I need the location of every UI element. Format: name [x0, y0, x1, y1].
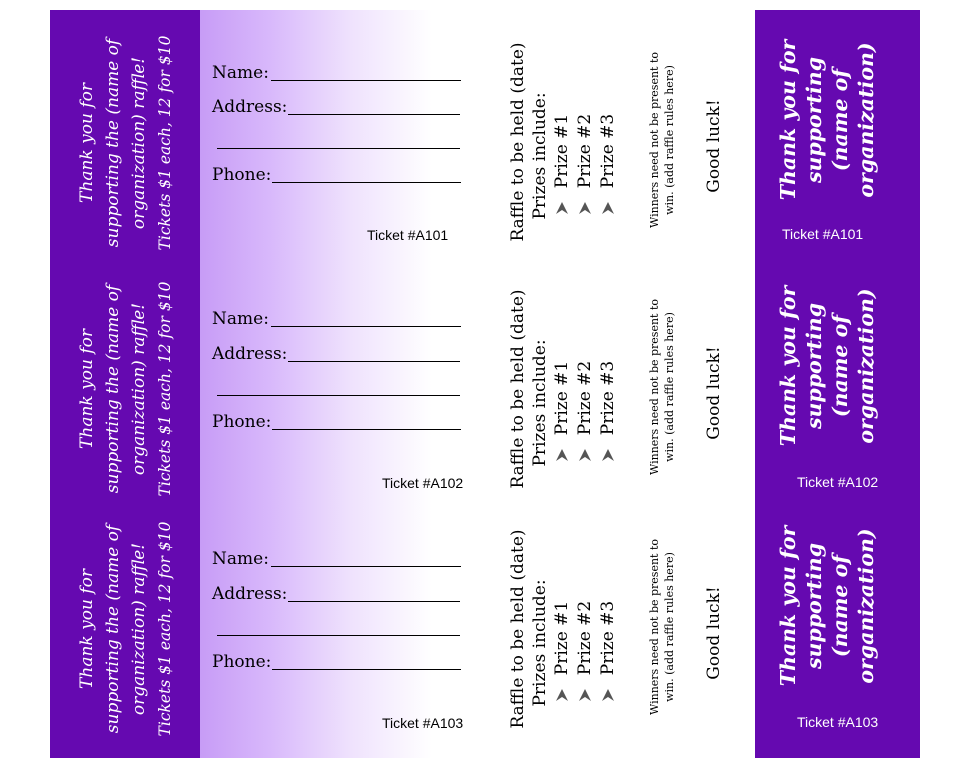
- raffle-rules: [647, 299, 677, 475]
- prizes-heading: Prizes include:: [530, 339, 550, 467]
- ticket-number: Ticket #A102: [382, 475, 464, 491]
- arrowhead-bullet-icon: [555, 201, 569, 215]
- stub-line: organization) raffle!: [129, 542, 149, 716]
- arrowhead-bullet-icon: [578, 688, 592, 702]
- thanks-line: organization): [854, 528, 878, 684]
- stub-line: Thank you for: [77, 329, 97, 449]
- stub-ticket-number: Ticket #A101: [782, 226, 864, 242]
- arrowhead-bullet-icon: [601, 201, 615, 215]
- arrowhead-bullet-icon: [601, 448, 615, 462]
- stub-message: [74, 36, 178, 251]
- ticket-number: Ticket #A103: [382, 715, 464, 731]
- rules-line: win. (add raffle rules here): [663, 65, 676, 215]
- stub-price-line: Tickets $1 each, 12 for $10: [156, 521, 174, 737]
- prize-item: Prize #2: [575, 113, 595, 189]
- stub-line: supporting the (name of: [103, 284, 123, 494]
- arrowhead-bullet-icon: [578, 201, 592, 215]
- raffle-date: Raffle to be held (date): [508, 42, 528, 242]
- rules-line: win. (add raffle rules here): [663, 552, 676, 702]
- ticket-number: Ticket #A101: [367, 227, 449, 243]
- raffle-info: [507, 289, 551, 488]
- stub-price-line: Tickets $1 each, 12 for $10: [156, 281, 174, 497]
- stub-message: [74, 522, 178, 737]
- address-field-line2[interactable]: [217, 395, 460, 396]
- prize-item: Prize #1: [552, 360, 572, 436]
- good-luck-text: Good luck!: [704, 586, 724, 680]
- raffle-date: Raffle to be held (date): [508, 289, 528, 489]
- phone-label: Phone:: [212, 652, 272, 672]
- prize-item: Prize #2: [575, 600, 595, 676]
- address-field[interactable]: [288, 114, 460, 115]
- stub-price-line: Tickets $1 each, 12 for $10: [156, 35, 174, 251]
- good-luck-text: Good luck!: [704, 346, 724, 440]
- thanks-line: (name of: [828, 68, 852, 172]
- stub-ticket-number: Ticket #A103: [797, 714, 879, 730]
- thanks-line: supporting: [802, 56, 826, 184]
- raffle-info: [507, 42, 551, 241]
- raffle-rules: [647, 539, 677, 715]
- address-label: Address:: [212, 344, 288, 364]
- thanks-line: (name of: [828, 314, 852, 418]
- thanks-line: Thank you for: [776, 285, 800, 447]
- thanks-line: Thank you for: [776, 525, 800, 687]
- good-luck-text: Good luck!: [704, 99, 724, 193]
- raffle-date: Raffle to be held (date): [508, 529, 528, 729]
- prize-item: Prize #1: [552, 600, 572, 676]
- rules-line: Winners need not be present to: [648, 298, 661, 476]
- prize-item: Prize #3: [598, 360, 618, 436]
- raffle-rules: [647, 52, 677, 228]
- phone-label: Phone:: [212, 412, 272, 432]
- rules-line: Winners need not be present to: [648, 538, 661, 716]
- stub-message: [74, 282, 178, 497]
- address-field-line2[interactable]: [217, 148, 460, 149]
- rules-line: Winners need not be present to: [648, 51, 661, 229]
- address-field[interactable]: [288, 601, 460, 602]
- thanks-line: organization): [854, 288, 878, 444]
- rules-line: win. (add raffle rules here): [663, 312, 676, 462]
- thanks-line: supporting: [802, 542, 826, 670]
- prize-item: Prize #1: [552, 113, 572, 189]
- arrowhead-bullet-icon: [578, 448, 592, 462]
- thanks-line: (name of: [828, 554, 852, 658]
- address-label: Address:: [212, 584, 288, 604]
- phone-field[interactable]: [272, 429, 461, 430]
- prize-item: Prize #3: [598, 600, 618, 676]
- stub-line: organization) raffle!: [129, 302, 149, 476]
- arrowhead-bullet-icon: [555, 448, 569, 462]
- name-label: Name:: [212, 549, 269, 569]
- thanks-line: Thank you for: [776, 39, 800, 201]
- stub-line: supporting the (name of: [103, 524, 123, 734]
- prize-item: Prize #3: [598, 113, 618, 189]
- prizes-heading: Prizes include:: [530, 92, 550, 220]
- thanks-line: supporting: [802, 302, 826, 430]
- thanks-line: organization): [854, 42, 878, 198]
- name-field[interactable]: [271, 80, 461, 81]
- name-label: Name:: [212, 63, 269, 83]
- arrowhead-bullet-icon: [601, 688, 615, 702]
- address-label: Address:: [212, 97, 288, 117]
- arrowhead-bullet-icon: [555, 688, 569, 702]
- stub-ticket-number: Ticket #A102: [797, 474, 879, 490]
- stub-line: organization) raffle!: [129, 56, 149, 230]
- form-gradient-panel: [200, 10, 432, 758]
- prizes-heading: Prizes include:: [530, 579, 550, 707]
- stub-line: Thank you for: [77, 569, 97, 689]
- phone-field[interactable]: [272, 182, 461, 183]
- prize-item: Prize #2: [575, 360, 595, 436]
- phone-label: Phone:: [212, 165, 272, 185]
- thanks-message: [775, 526, 879, 687]
- phone-field[interactable]: [272, 669, 461, 670]
- name-field[interactable]: [271, 326, 461, 327]
- address-field[interactable]: [288, 361, 460, 362]
- stub-line: supporting the (name of: [103, 38, 123, 248]
- thanks-message: [775, 286, 879, 447]
- raffle-info: [507, 529, 551, 728]
- address-field-line2[interactable]: [217, 635, 460, 636]
- stub-line: Thank you for: [77, 83, 97, 203]
- name-field[interactable]: [271, 566, 461, 567]
- name-label: Name:: [212, 309, 269, 329]
- thanks-message: [775, 40, 879, 201]
